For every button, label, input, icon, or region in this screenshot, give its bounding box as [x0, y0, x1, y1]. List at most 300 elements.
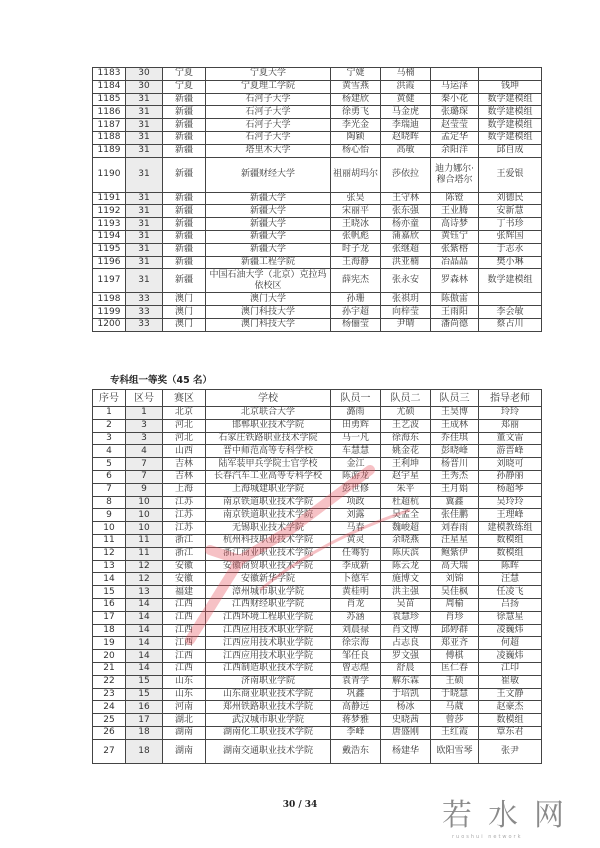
cell-zone: 14	[126, 598, 163, 611]
cell-zone: 31	[126, 243, 163, 256]
header-member3: 队员三	[431, 390, 479, 407]
cell-school: 郑州铁路职业技术学院	[206, 701, 331, 714]
cell-advisor: 吴玲玲	[479, 496, 542, 509]
cell-member3: 王昊博	[431, 407, 479, 420]
cell-school: 陆军装甲兵学院士官学校	[206, 458, 331, 471]
cell-school: 杭州科技职业技术学院	[206, 534, 331, 547]
cell-region: 山东	[163, 688, 206, 701]
cell-advisor: 凌巍炜	[479, 624, 542, 637]
cell-region: 江苏	[163, 522, 206, 535]
cell-member1: 张昊	[331, 192, 381, 205]
table-row	[93, 192, 542, 205]
cell-region: 宁夏	[163, 80, 206, 93]
page-number: 30 / 34	[282, 800, 318, 810]
cell-member1: 时子龙	[331, 243, 381, 256]
cell-school: 无锡职业技术学院	[206, 522, 331, 535]
cell-advisor: 张尹	[479, 739, 542, 763]
header-no: 序号	[93, 390, 126, 407]
cell-region: 上海	[163, 483, 206, 496]
cell-region: 江苏	[163, 496, 206, 509]
cell-advisor: 刘德民	[479, 192, 542, 205]
table-row	[93, 470, 542, 483]
cell-region: 河北	[163, 432, 206, 445]
cell-no: 8	[93, 496, 126, 509]
cell-member3: 乔佳琪	[431, 432, 479, 445]
cell-school: 石河子大学	[206, 119, 331, 132]
cell-school: 新疆大学	[206, 230, 331, 243]
cell-region: 安徽	[163, 560, 206, 573]
cell-advisor	[479, 293, 542, 306]
cell-advisor: 数模组	[479, 534, 542, 547]
cell-member3: 傅棋	[431, 650, 479, 663]
cell-region: 宁夏	[163, 68, 206, 81]
cell-zone: 33	[126, 293, 163, 306]
cell-school: 澳门大学	[206, 293, 331, 306]
cell-member1: 刘露	[331, 509, 381, 522]
cell-member2: 张永安	[381, 269, 431, 293]
cell-advisor: 张辉国	[479, 230, 542, 243]
cell-region: 吉林	[163, 458, 206, 471]
cell-member1: 袁青学	[331, 675, 381, 688]
table-row	[93, 714, 542, 727]
cell-advisor: 游晋峰	[479, 445, 542, 458]
cell-no: 1199	[93, 306, 126, 319]
cell-school: 石河子大学	[206, 106, 331, 119]
cell-zone: 14	[126, 624, 163, 637]
cell-member1: 宁婕	[331, 68, 381, 81]
table-row	[93, 80, 542, 93]
table-row	[93, 560, 542, 573]
cell-zone: 33	[126, 306, 163, 319]
cell-school: 宁夏理工学院	[206, 80, 331, 93]
cell-school: 江西应用技术职业学院	[206, 637, 331, 650]
cell-zone: 14	[126, 637, 163, 650]
cell-advisor: 覃东君	[479, 726, 542, 739]
cell-member2: 魏峻超	[381, 522, 431, 535]
cell-zone: 11	[126, 534, 163, 547]
cell-no: 10	[93, 522, 126, 535]
table-row	[93, 218, 542, 231]
cell-member2: 张东强	[381, 205, 431, 218]
cell-region: 新疆	[163, 243, 206, 256]
cell-region: 新疆	[163, 192, 206, 205]
cell-no: 1193	[93, 218, 126, 231]
cell-region: 新疆	[163, 131, 206, 144]
cell-member1: 李成新	[331, 560, 381, 573]
table-row	[93, 739, 542, 763]
cell-member1: 任骞豹	[331, 547, 381, 560]
cell-region: 江西	[163, 624, 206, 637]
cell-member3: 王成林	[431, 419, 479, 432]
cell-member3: 孟定华	[431, 131, 479, 144]
cell-member3: 汪星星	[431, 534, 479, 547]
cell-school: 山东商业职业技术学院	[206, 688, 331, 701]
cell-member1: 孙宇超	[331, 306, 381, 319]
cell-zone: 31	[126, 131, 163, 144]
cell-member2: 王艺波	[381, 419, 431, 432]
cell-no: 19	[93, 637, 126, 650]
cell-advisor: 徐慧星	[479, 611, 542, 624]
cell-member2: 王利坤	[381, 458, 431, 471]
cell-zone: 17	[126, 714, 163, 727]
cell-region: 湖北	[163, 714, 206, 727]
cell-member3: 于晓慧	[431, 688, 479, 701]
cell-member1: 潞雨	[331, 407, 381, 420]
cell-region: 澳门	[163, 293, 206, 306]
cell-member3: 杨晋川	[431, 458, 479, 471]
cell-no: 1187	[93, 119, 126, 132]
cell-no: 1189	[93, 144, 126, 157]
cell-region: 江苏	[163, 509, 206, 522]
cell-school: 浙江商业职业技术学院	[206, 547, 331, 560]
table-row	[93, 496, 542, 509]
cell-zone: 1	[126, 407, 163, 420]
cell-member2: 莎依拉	[381, 157, 431, 192]
cell-school: 邯郸职业技术学院	[206, 419, 331, 432]
cell-member3: 王业腾	[431, 205, 479, 218]
cell-advisor: 刘晓可	[479, 458, 542, 471]
cell-no: 17	[93, 611, 126, 624]
cell-member3: 曾莎	[431, 714, 479, 727]
cell-zone: 4	[126, 445, 163, 458]
cell-member3: 冶晶晶	[431, 256, 479, 269]
table-row	[93, 458, 542, 471]
cell-zone: 31	[126, 106, 163, 119]
cell-region: 新疆	[163, 106, 206, 119]
cell-member3: 马葳	[431, 701, 479, 714]
cell-no: 1183	[93, 68, 126, 81]
logo-subtext: ruoshui network	[452, 834, 523, 840]
cell-advisor: 江印	[479, 662, 542, 675]
cell-member3: 王月娟	[431, 483, 479, 496]
cell-school: 石家庄铁路职业技术学院	[206, 432, 331, 445]
cell-no: 20	[93, 650, 126, 663]
cell-member2: 张继超	[381, 243, 431, 256]
cell-advisor: 汪慧	[479, 573, 542, 586]
cell-member3: 张璐琛	[431, 106, 479, 119]
cell-zone: 12	[126, 560, 163, 573]
cell-no: 12	[93, 547, 126, 560]
cell-school: 新疆大学	[206, 192, 331, 205]
cell-no: 6	[93, 470, 126, 483]
cell-region: 河北	[163, 419, 206, 432]
cell-no: 2	[93, 419, 126, 432]
cell-member3: 吴佳枫	[431, 586, 479, 599]
cell-member2: 袁慧珍	[381, 611, 431, 624]
cell-zone: 31	[126, 256, 163, 269]
cell-region: 新疆	[163, 230, 206, 243]
table-row	[93, 419, 542, 432]
cell-no: 1185	[93, 93, 126, 106]
cell-member2: 舒晨	[381, 662, 431, 675]
cell-school: 中国石油大学（北京）克拉玛依校区	[206, 269, 331, 293]
cell-no: 1	[93, 407, 126, 420]
table-row	[93, 432, 542, 445]
table-row	[93, 650, 542, 663]
cell-region: 新疆	[163, 93, 206, 106]
cell-zone: 31	[126, 192, 163, 205]
cell-school: 南京铁道职业技术学院	[206, 496, 331, 509]
cell-member3: 余阳洋	[431, 144, 479, 157]
cell-advisor: 董文雷	[479, 432, 542, 445]
cell-member1: 黄雪燕	[331, 80, 381, 93]
cell-no: 1200	[93, 318, 126, 331]
vocational-first-prize-table	[92, 389, 542, 764]
cell-school: 江西制造职业技术学院	[206, 662, 331, 675]
table-row	[93, 68, 542, 81]
cell-region: 新疆	[163, 119, 206, 132]
cell-region: 山西	[163, 445, 206, 458]
cell-member2: 马金虎	[381, 106, 431, 119]
cell-member1: 巩鑫	[331, 688, 381, 701]
cell-zone: 31	[126, 119, 163, 132]
cell-member2: 王守林	[381, 192, 431, 205]
cell-member3: 赵莹莹	[431, 119, 479, 132]
cell-school: 新疆大学	[206, 205, 331, 218]
cell-zone: 3	[126, 419, 163, 432]
cell-member3	[431, 68, 479, 81]
cell-member2: 朱平	[381, 483, 431, 496]
cell-school: 武汉城市职业学院	[206, 714, 331, 727]
cell-member3: 张紫榕	[431, 243, 479, 256]
cell-school: 石河子大学	[206, 93, 331, 106]
cell-advisor: 王理峰	[479, 509, 542, 522]
cell-member3: 王硕	[431, 675, 479, 688]
table-row	[93, 445, 542, 458]
cell-advisor: 王文静	[479, 688, 542, 701]
cell-member2: 赵晓晖	[381, 131, 431, 144]
cell-member2: 解东霖	[381, 675, 431, 688]
table-row	[93, 598, 542, 611]
cell-no: 26	[93, 726, 126, 739]
cell-no: 25	[93, 714, 126, 727]
table-header-row	[93, 390, 542, 407]
cell-member1: 杨建欣	[331, 93, 381, 106]
cell-advisor: 任凌飞	[479, 586, 542, 599]
cell-member3: 迪力娜尔·穆合塔尔	[431, 157, 479, 192]
cell-no: 1198	[93, 293, 126, 306]
cell-member2: 洪亚楠	[381, 256, 431, 269]
cell-no: 23	[93, 688, 126, 701]
cell-no: 14	[93, 573, 126, 586]
cell-region: 北京	[163, 407, 206, 420]
cell-member3: 潘尚德	[431, 318, 479, 331]
cell-region: 吉林	[163, 470, 206, 483]
cell-region: 新疆	[163, 144, 206, 157]
cell-school: 宁夏大学	[206, 68, 331, 81]
cell-zone: 31	[126, 93, 163, 106]
cell-region: 福建	[163, 586, 206, 599]
cell-advisor: 李会敏	[479, 306, 542, 319]
cell-member2: 马楠	[381, 68, 431, 81]
table-row	[93, 573, 542, 586]
cell-region: 安徽	[163, 573, 206, 586]
cell-advisor: 何超	[479, 637, 542, 650]
cell-advisor: 蔡占川	[479, 318, 542, 331]
cell-advisor: 安新慧	[479, 205, 542, 218]
cell-no: 1188	[93, 131, 126, 144]
cell-member1: 车慧慧	[331, 445, 381, 458]
table-row	[93, 509, 542, 522]
cell-no: 1191	[93, 192, 126, 205]
cell-school: 济南职业学院	[206, 675, 331, 688]
cell-member1: 李光金	[331, 119, 381, 132]
cell-school: 新疆工程学院	[206, 256, 331, 269]
cell-member1: 马一凡	[331, 432, 381, 445]
cell-member1: 徐勇飞	[331, 106, 381, 119]
cell-school: 漳州城市职业学院	[206, 586, 331, 599]
cell-member2: 余晓燕	[381, 534, 431, 547]
table-row	[93, 306, 542, 319]
cell-advisor: 数学建模组	[479, 119, 542, 132]
cell-member2: 尹晴	[381, 318, 431, 331]
cell-zone: 31	[126, 205, 163, 218]
cell-member3: 刘锦	[431, 573, 479, 586]
table-row	[93, 230, 542, 243]
table-row	[93, 256, 542, 269]
cell-region: 新疆	[163, 218, 206, 231]
cell-member2: 肖文博	[381, 624, 431, 637]
cell-zone: 31	[126, 269, 163, 293]
cell-zone: 31	[126, 230, 163, 243]
cell-school: 晋中师范高等专科学校	[206, 445, 331, 458]
cell-member2: 吴孟全	[381, 509, 431, 522]
cell-member1: 彭世修	[331, 483, 381, 496]
cell-member3: 秦小花	[431, 93, 479, 106]
cell-school: 新疆财经大学	[206, 157, 331, 192]
table-row	[93, 701, 542, 714]
cell-member2: 姚金花	[381, 445, 431, 458]
cell-member1: 徐宗海	[331, 637, 381, 650]
cell-zone: 9	[126, 483, 163, 496]
cell-school: 江西应用技术职业学院	[206, 650, 331, 663]
cell-no: 3	[93, 432, 126, 445]
header-zone: 区号	[126, 390, 163, 407]
cell-zone: 30	[126, 80, 163, 93]
cell-member1: 苏涵	[331, 611, 381, 624]
cell-no: 22	[93, 675, 126, 688]
cell-member1: 肖龙	[331, 598, 381, 611]
cell-member2: 杨冰	[381, 701, 431, 714]
cell-school: 澳门科技大学	[206, 318, 331, 331]
cell-member1: 戴浩东	[331, 739, 381, 763]
cell-no: 1190	[93, 157, 126, 192]
cell-advisor: 丁书珍	[479, 218, 542, 231]
cell-member2: 洪霞	[381, 80, 431, 93]
cell-member3: 肖珍	[431, 611, 479, 624]
cell-no: 1194	[93, 230, 126, 243]
cell-advisor: 数学建模组	[479, 269, 542, 293]
table-row	[93, 93, 542, 106]
cell-no: 1192	[93, 205, 126, 218]
table-row	[93, 662, 542, 675]
cell-region: 江西	[163, 650, 206, 663]
header-member1: 队员一	[331, 390, 381, 407]
cell-advisor: 樊小琳	[479, 256, 542, 269]
cell-member1: 杨俪莹	[331, 318, 381, 331]
cell-member1: 陈游龙	[331, 470, 381, 483]
table-row	[93, 131, 542, 144]
table-body	[93, 68, 542, 332]
cell-member1: 马春	[331, 522, 381, 535]
header-region: 赛区	[163, 390, 206, 407]
cell-zone: 3	[126, 432, 163, 445]
section-title: 专科组一等奖（45 名）	[110, 375, 213, 386]
table-row	[93, 106, 542, 119]
cell-no: 21	[93, 662, 126, 675]
header-advisor: 指导老师	[479, 390, 542, 407]
cell-advisor: 吕扬	[479, 598, 542, 611]
cell-member3: 欧阳雪琴	[431, 739, 479, 763]
cell-advisor: 邱自成	[479, 144, 542, 157]
cell-member2: 徐海东	[381, 432, 431, 445]
cell-member2: 陈庆滨	[381, 547, 431, 560]
table-row	[93, 243, 542, 256]
cell-member2: 史晓茜	[381, 714, 431, 727]
cell-member3: 彭晓峰	[431, 445, 479, 458]
cell-member3: 匡仁春	[431, 662, 479, 675]
cell-zone: 7	[126, 458, 163, 471]
cell-zone: 7	[126, 470, 163, 483]
table-row	[93, 624, 542, 637]
table-row	[93, 547, 542, 560]
table-row	[93, 157, 542, 192]
cell-region: 浙江	[163, 534, 206, 547]
cell-member3: 郑亚齐	[431, 637, 479, 650]
cell-member2: 向梓莹	[381, 306, 431, 319]
awards-table-continued	[92, 67, 542, 332]
cell-member3: 马运泽	[431, 80, 479, 93]
cell-member3: 鲍紫伊	[431, 547, 479, 560]
cell-advisor: 郑丽	[479, 419, 542, 432]
cell-region: 湖南	[163, 726, 206, 739]
table-row	[93, 611, 542, 624]
cell-member1: 薛宪杰	[331, 269, 381, 293]
cell-school: 石河子大学	[206, 131, 331, 144]
cell-member1: 黄灵	[331, 534, 381, 547]
table-row	[93, 522, 542, 535]
cell-school: 新疆大学	[206, 243, 331, 256]
cell-advisor: 数学建模组	[479, 106, 542, 119]
cell-member1: 曾志煌	[331, 662, 381, 675]
cell-zone: 10	[126, 496, 163, 509]
cell-member2: 李瑞迪	[381, 119, 431, 132]
table-row	[93, 675, 542, 688]
cell-member1: 卜德军	[331, 573, 381, 586]
cell-school: 江西财经职业学院	[206, 598, 331, 611]
cell-zone: 10	[126, 522, 163, 535]
cell-zone: 18	[126, 726, 163, 739]
cell-member1: 邹任良	[331, 650, 381, 663]
cell-region: 新疆	[163, 256, 206, 269]
cell-school: 澳门科技大学	[206, 306, 331, 319]
table-row	[93, 269, 542, 293]
cell-member1: 李峰	[331, 726, 381, 739]
cell-member2: 张祺玥	[381, 293, 431, 306]
cell-advisor: 赵豪杰	[479, 701, 542, 714]
cell-member1: 高静远	[331, 701, 381, 714]
cell-advisor	[479, 68, 542, 81]
cell-no: 4	[93, 445, 126, 458]
cell-no: 1184	[93, 80, 126, 93]
cell-advisor: 数学建模组	[479, 93, 542, 106]
table-row	[93, 144, 542, 157]
cell-region: 湖南	[163, 739, 206, 763]
cell-member1: 金江	[331, 458, 381, 471]
cell-region: 澳门	[163, 306, 206, 319]
cell-region: 山东	[163, 675, 206, 688]
cell-region: 江西	[163, 637, 206, 650]
